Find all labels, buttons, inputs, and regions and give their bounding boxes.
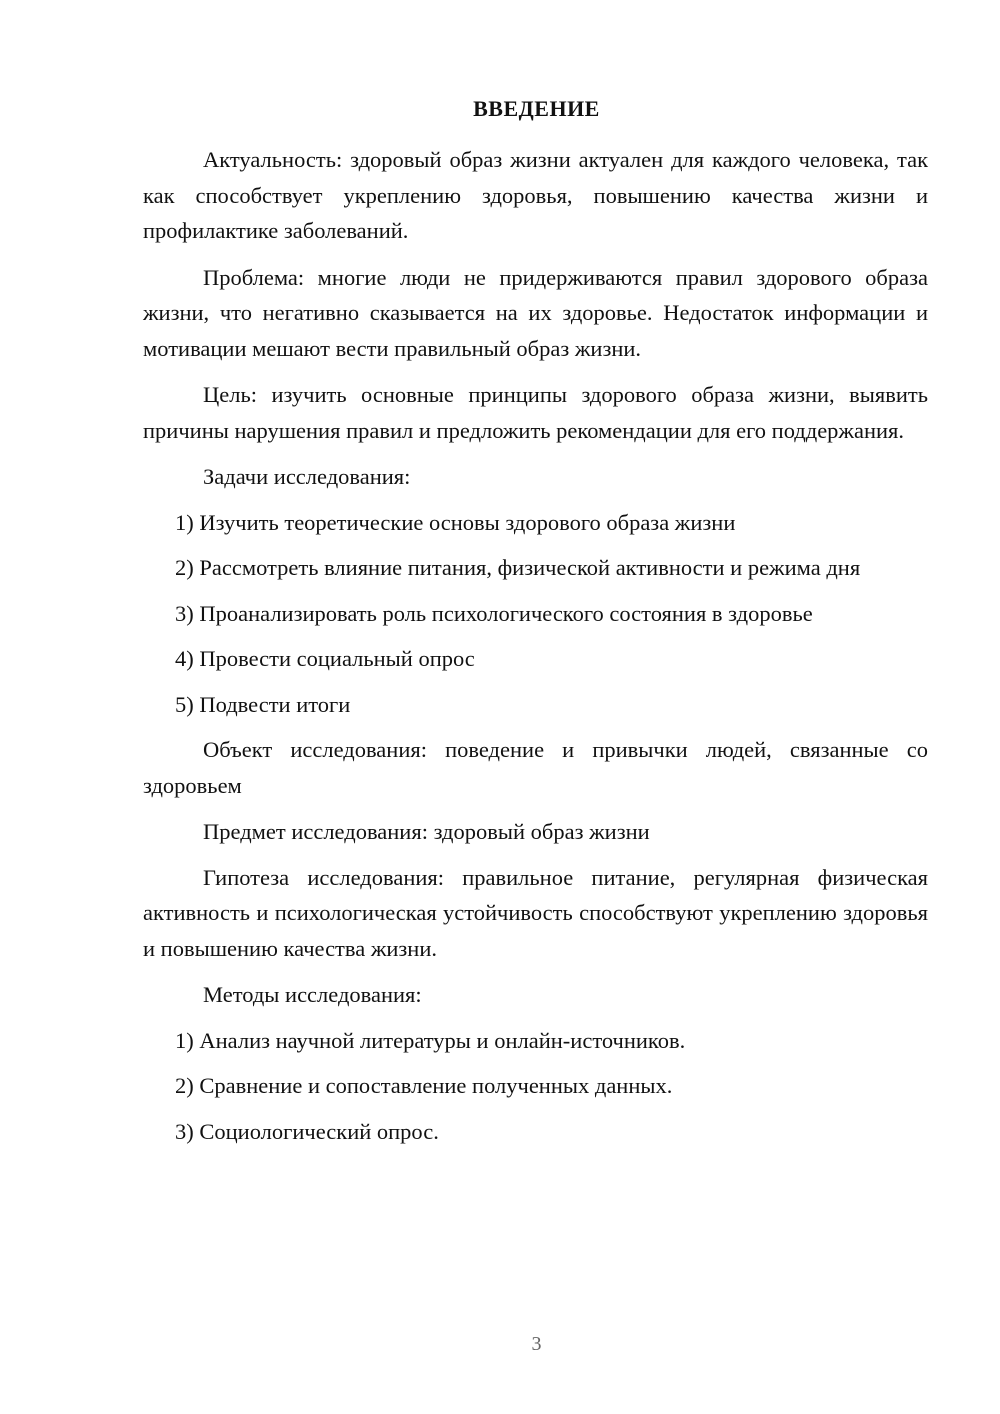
object-paragraph: Объект исследования: поведение и привычки людей, связанные со здоровьем: [143, 737, 928, 798]
relevance-paragraph: Актуальность: здоровый образ жизни актуален для каждого человека, так как способствует укреплению здоровья, повышению качества жизни и профилактике заболеваний.: [143, 147, 928, 243]
subject-paragraph: Предмет исследования: здоровый образ жизни: [203, 819, 650, 844]
problem-paragraph: Проблема: многие люди не придерживаются правил здорового образа жизни, что негативно сказывается на их здоровье. Недостаток информации и мотивации мешают вести правильный образ жизни.: [143, 264, 928, 361]
goal-paragraph: Цель: изучить основные принципы здорового образа жизни, выявить причины нарушения правил и предложить рекомендации для его поддержания.: [143, 382, 928, 443]
page-title: ВВЕДЕНИЕ: [473, 96, 600, 121]
method-item: 2) Сравнение и сопоставление полученных данных.: [175, 1073, 673, 1098]
task-item: 4) Провести социальный опрос: [175, 646, 475, 671]
hypothesis-paragraph: Гипотеза исследования: правильное питание, регулярная физическая активность и психологическая устойчивость способствуют укреплению здоровья и повышению качества жизни.: [143, 864, 928, 961]
task-item: 1) Изучить теоретические основы здорового образа жизни: [175, 509, 736, 535]
methods-heading: Методы исследования:: [203, 982, 422, 1007]
page-number: 3: [531, 1333, 542, 1355]
task-item: 3) Проанализировать роль психологического состояния в здоровье: [175, 600, 813, 626]
task-item: 2) Рассмотреть влияние питания, физической активности и режима дня: [175, 555, 861, 580]
tasks-heading: Задачи исследования:: [203, 464, 411, 489]
task-item: 5) Подвести итоги: [175, 691, 351, 717]
method-item: 1) Анализ научной литературы и онлайн-источников.: [175, 1027, 686, 1053]
method-item: 3) Социологический опрос.: [175, 1118, 439, 1144]
page-body: [143, 142, 928, 1159]
